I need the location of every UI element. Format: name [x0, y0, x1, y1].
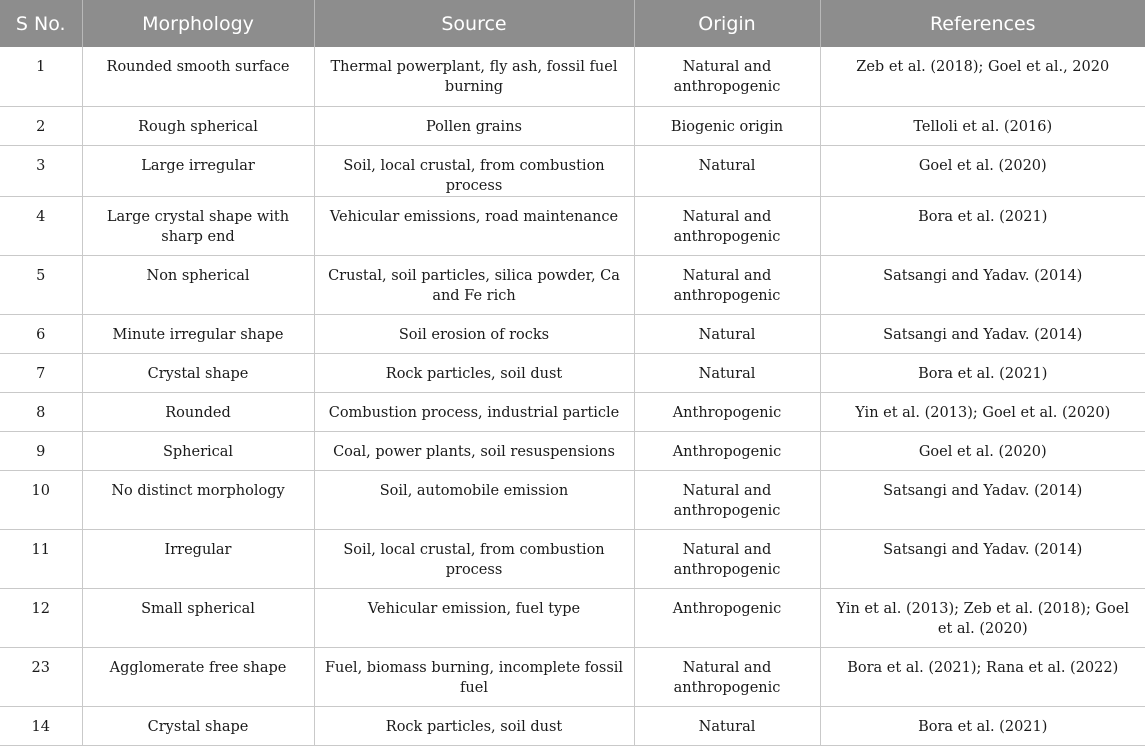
cell-source: Fuel, biomass burning, incomplete fossil fuel — [314, 647, 634, 706]
cell-origin: Natural and anthropogenic — [634, 255, 820, 314]
cell-morphology: Rounded — [82, 392, 314, 431]
header-sno: S No. — [0, 0, 82, 47]
table-row — [0, 588, 1145, 647]
cell-references: Telloli et al. (2016) — [820, 106, 1145, 145]
cell-morphology: Spherical — [82, 431, 314, 470]
cell-morphology: Large crystal shape with sharp end — [82, 196, 314, 255]
cell-references: Bora et al. (2021) — [820, 706, 1145, 745]
header-morphology: Morphology — [82, 0, 314, 47]
cell-source: Vehicular emissions, road maintenance — [314, 196, 634, 255]
cell-origin: Natural and anthropogenic — [634, 647, 820, 706]
cell-sno: 23 — [0, 647, 82, 706]
cell-origin: Biogenic origin — [634, 106, 820, 145]
header-references: References — [820, 0, 1145, 47]
table-row — [0, 255, 1145, 314]
cell-origin: Natural — [634, 353, 820, 392]
cell-sno: 7 — [0, 353, 82, 392]
cell-origin: Anthropogenic — [634, 431, 820, 470]
cell-morphology: Rounded smooth surface — [82, 47, 314, 106]
table-row — [0, 431, 1145, 470]
cell-sno: 3 — [0, 145, 82, 196]
cell-morphology: Crystal shape — [82, 353, 314, 392]
cell-origin: Natural and anthropogenic — [634, 196, 820, 255]
cell-origin: Natural and anthropogenic — [634, 529, 820, 588]
cell-morphology: Large irregular — [82, 145, 314, 196]
cell-sno: 12 — [0, 588, 82, 647]
table-row — [0, 145, 1145, 196]
table-row — [0, 392, 1145, 431]
cell-source: Soil, automobile emission — [314, 470, 634, 529]
cell-source: Pollen grains — [314, 106, 634, 145]
cell-sno: 5 — [0, 255, 82, 314]
cell-sno: 9 — [0, 431, 82, 470]
cell-references: Yin et al. (2013); Goel et al. (2020) — [820, 392, 1145, 431]
cell-references: Satsangi and Yadav. (2014) — [820, 470, 1145, 529]
cell-source: Combustion process, industrial particle — [314, 392, 634, 431]
cell-morphology: Crystal shape — [82, 706, 314, 745]
table-row — [0, 706, 1145, 745]
cell-origin: Natural — [634, 145, 820, 196]
cell-sno: 10 — [0, 470, 82, 529]
header-origin: Origin — [634, 0, 820, 47]
cell-references: Yin et al. (2013); Zeb et al. (2018); Goel et al. (2020) — [820, 588, 1145, 647]
cell-sno: 14 — [0, 706, 82, 745]
cell-morphology: No distinct morphology — [82, 470, 314, 529]
cell-references: Bora et al. (2021) — [820, 196, 1145, 255]
table-row — [0, 47, 1145, 106]
table-row — [0, 314, 1145, 353]
cell-morphology: Rough spherical — [82, 106, 314, 145]
cell-sno: 8 — [0, 392, 82, 431]
cell-source: Crustal, soil particles, silica powder, Ca and Fe rich — [314, 255, 634, 314]
cell-sno: 6 — [0, 314, 82, 353]
cell-references: Bora et al. (2021) — [820, 353, 1145, 392]
table-row — [0, 647, 1145, 706]
cell-source: Rock particles, soil dust — [314, 353, 634, 392]
table-row — [0, 529, 1145, 588]
cell-references: Zeb et al. (2018); Goel et al., 2020 — [820, 47, 1145, 106]
cell-morphology: Minute irregular shape — [82, 314, 314, 353]
cell-references: Satsangi and Yadav. (2014) — [820, 255, 1145, 314]
cell-sno: 1 — [0, 47, 82, 106]
cell-source: Coal, power plants, soil resuspensions — [314, 431, 634, 470]
cell-origin: Natural — [634, 706, 820, 745]
table-row — [0, 196, 1145, 255]
cell-source: Thermal powerplant, fly ash, fossil fuel burning — [314, 47, 634, 106]
table-row — [0, 470, 1145, 529]
cell-sno: 11 — [0, 529, 82, 588]
cell-morphology: Agglomerate free shape — [82, 647, 314, 706]
cell-morphology: Small spherical — [82, 588, 314, 647]
cell-origin: Natural — [634, 314, 820, 353]
cell-source: Soil erosion of rocks — [314, 314, 634, 353]
table-row — [0, 353, 1145, 392]
cell-morphology: Non spherical — [82, 255, 314, 314]
table-header-row — [0, 0, 1145, 47]
cell-references: Satsangi and Yadav. (2014) — [820, 314, 1145, 353]
cell-source: Soil, local crustal, from combustion process — [314, 529, 634, 588]
table-row — [0, 106, 1145, 145]
cell-references: Goel et al. (2020) — [820, 145, 1145, 196]
cell-origin: Natural and anthropogenic — [634, 47, 820, 106]
cell-sno: 2 — [0, 106, 82, 145]
cell-morphology: Irregular — [82, 529, 314, 588]
cell-source: Vehicular emission, fuel type — [314, 588, 634, 647]
cell-source: Soil, local crustal, from combustion process — [314, 145, 634, 196]
cell-origin: Natural and anthropogenic — [634, 470, 820, 529]
cell-source: Rock particles, soil dust — [314, 706, 634, 745]
cell-references: Goel et al. (2020) — [820, 431, 1145, 470]
cell-sno: 4 — [0, 196, 82, 255]
cell-references: Bora et al. (2021); Rana et al. (2022) — [820, 647, 1145, 706]
cell-origin: Anthropogenic — [634, 392, 820, 431]
header-source: Source — [314, 0, 634, 47]
cell-origin: Anthropogenic — [634, 588, 820, 647]
cell-references: Satsangi and Yadav. (2014) — [820, 529, 1145, 588]
